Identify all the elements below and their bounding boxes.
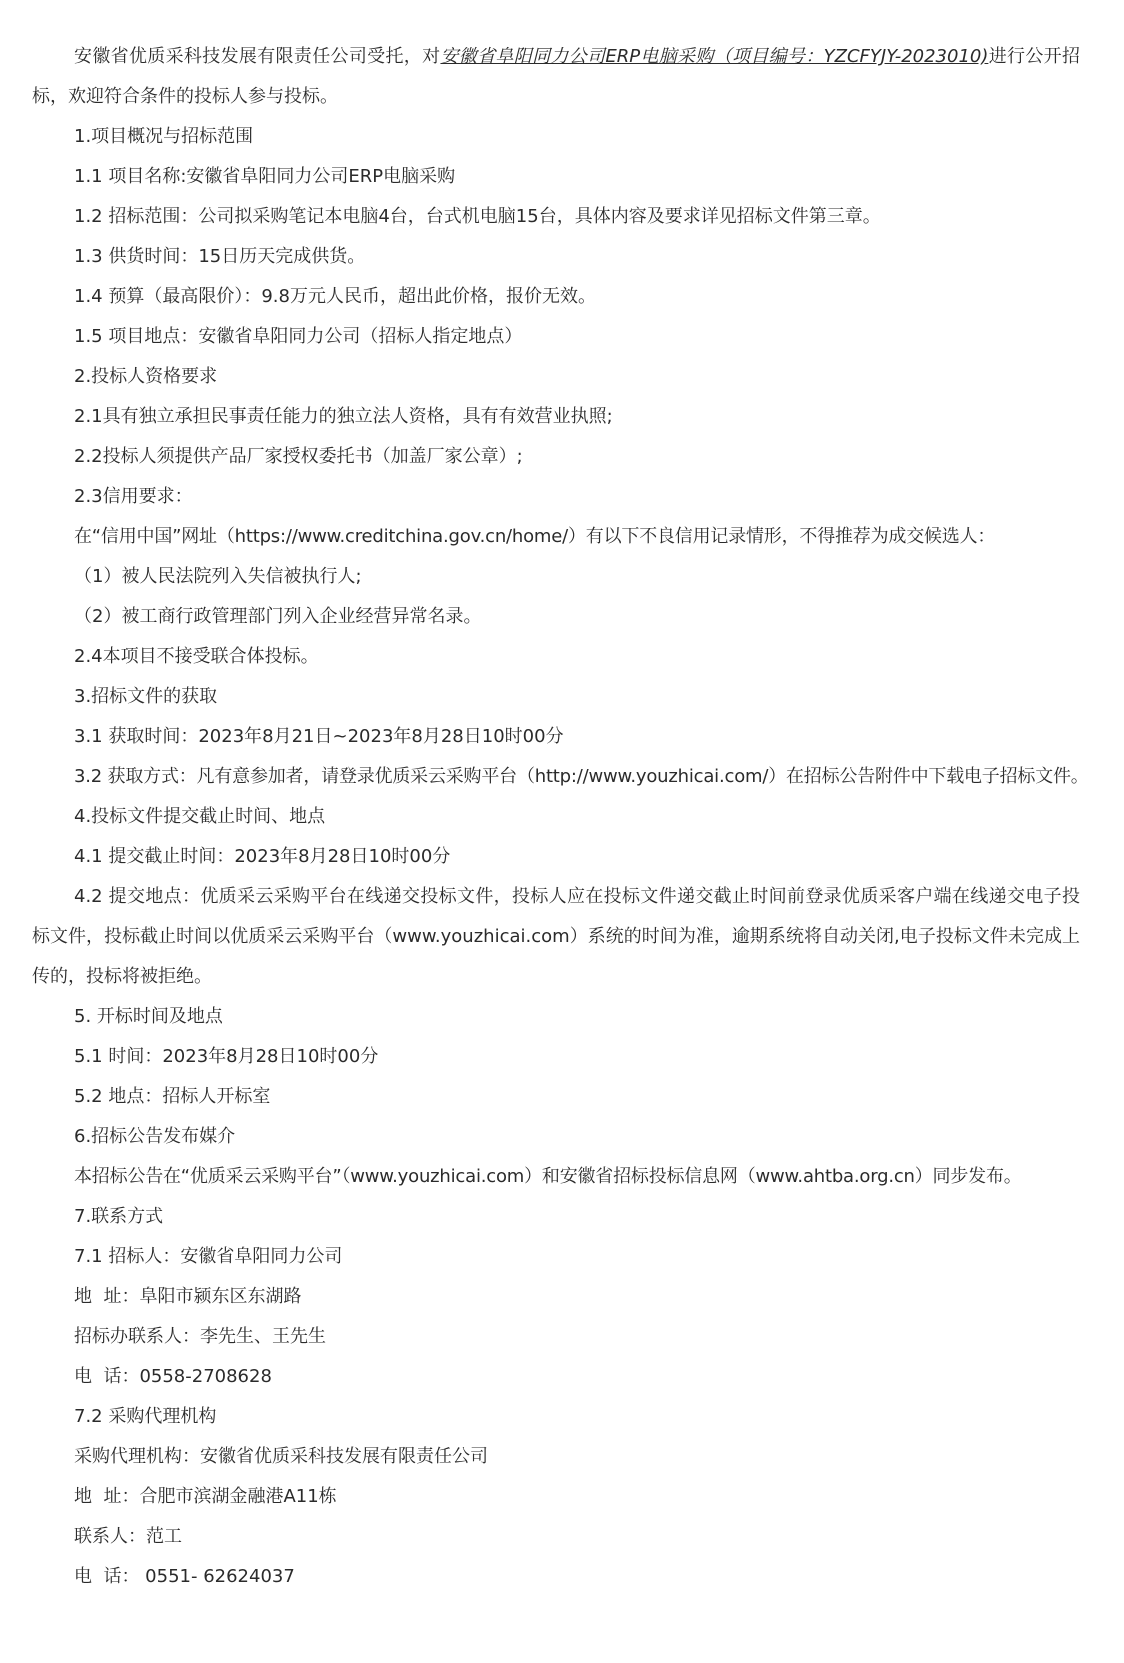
agency-address-line: 地 址：合肥市滨湖金融港A11栋	[74, 1486, 337, 1507]
section-1-heading: 1.项目概况与招标范围	[74, 126, 254, 147]
opening-location-line: 5.2 地点：招标人开标室	[74, 1086, 271, 1107]
section-3-heading: 3.招标文件的获取	[74, 686, 218, 707]
intro-paragraph	[32, 37, 1080, 117]
qualification-2-1: 2.1具有独立承担民事责任能力的独立法人资格，具有有效营业执照;	[74, 406, 613, 427]
credit-requirement-line: 在“信用中国”网址（https://www.creditchina.gov.cn/home/）有以下不良信用记录情形，不得推荐为成交候选人：	[74, 526, 996, 547]
section-2-heading: 2.投标人资格要求	[74, 366, 218, 387]
tenderer-contact-line: 招标办联系人：李先生、王先生	[74, 1326, 326, 1347]
intro-prefix: 安徽省优质采科技发展有限责任公司受托，对	[74, 46, 441, 67]
bid-scope-line: 1.2 招标范围：公司拟采购笔记本电脑4台，台式机电脑15台，具体内容及要求详见招标文件第三章。	[74, 206, 881, 227]
acquire-time-line: 3.1 获取时间：2023年8月21日~2023年8月28日10时00分	[74, 726, 564, 747]
agency-name-line: 采购代理机构：安徽省优质采科技发展有限责任公司	[74, 1446, 488, 1467]
agency-phone-line: 电 话： 0551- 62624037	[74, 1566, 295, 1587]
credit-item-1: （1）被人民法院列入失信被执行人;	[74, 566, 362, 587]
acquire-method-line: 3.2 获取方式：凡有意参加者，请登录优质采云采购平台（http://www.youzhicai.com/）在招标公告附件中下载电子招标文件。	[74, 766, 1089, 787]
project-location-line: 1.5 项目地点：安徽省阜阳同力公司（招标人指定地点）	[74, 326, 523, 347]
submit-location-paragraph: 4.2 提交地点：优质采云采购平台在线递交投标文件，投标人应在投标文件递交截止时间前登录优质采客户端在线递交电子投标文件，投标截止时间以优质采云采购平台（www.youzhicai.com）系统的时间为准，逾期系统将自动关闭,电子投标文件未完成上传的，投标将被拒绝。	[32, 886, 1080, 987]
project-link[interactable]: 安徽省阜阳同力公司ERP电脑采购（项目编号：YZCFYJY-2023010)	[440, 46, 989, 67]
announcement-document	[0, 37, 1124, 1663]
tenderer-address-line: 地 址：阜阳市颍东区东湖路	[74, 1286, 302, 1307]
project-name-line: 1.1 项目名称:安徽省阜阳同力公司ERP电脑采购	[74, 166, 456, 187]
qualification-2-4: 2.4本项目不接受联合体投标。	[74, 646, 319, 667]
section-5-heading: 5. 开标时间及地点	[74, 1006, 223, 1027]
section-4-heading: 4.投标文件提交截止时间、地点	[74, 806, 326, 827]
agency-contact-line: 联系人：范工	[74, 1526, 182, 1547]
opening-time-line: 5.1 时间：2023年8月28日10时00分	[74, 1046, 379, 1067]
submit-deadline-line: 4.1 提交截止时间：2023年8月28日10时00分	[74, 846, 451, 867]
credit-item-2: （2）被工商行政管理部门列入企业经营异常名录。	[74, 606, 482, 627]
section-7-heading: 7.联系方式	[74, 1206, 164, 1227]
supply-time-line: 1.3 供货时间：15日历天完成供货。	[74, 246, 366, 267]
tenderer-line: 7.1 招标人：安徽省阜阳同力公司	[74, 1246, 343, 1267]
budget-line: 1.4 预算（最高限价）：9.8万元人民币，超出此价格，报价无效。	[74, 286, 596, 307]
publication-media-line: 本招标公告在“优质采云采购平台”（www.youzhicai.com）和安徽省招标投标信息网（www.ahtba.org.cn）同步发布。	[74, 1166, 1022, 1187]
intro-suffix: 进行公开招标，欢迎符合条件的投标人参与投标。	[32, 46, 1081, 107]
qualification-2-2: 2.2投标人须提供产品厂家授权委托书（加盖厂家公章）;	[74, 446, 523, 467]
section-6-heading: 6.招标公告发布媒介	[74, 1126, 236, 1147]
qualification-2-3: 2.3信用要求：	[74, 486, 193, 507]
tenderer-phone-line: 电 话：0558-2708628	[74, 1366, 272, 1387]
agency-heading: 7.2 采购代理机构	[74, 1406, 217, 1427]
